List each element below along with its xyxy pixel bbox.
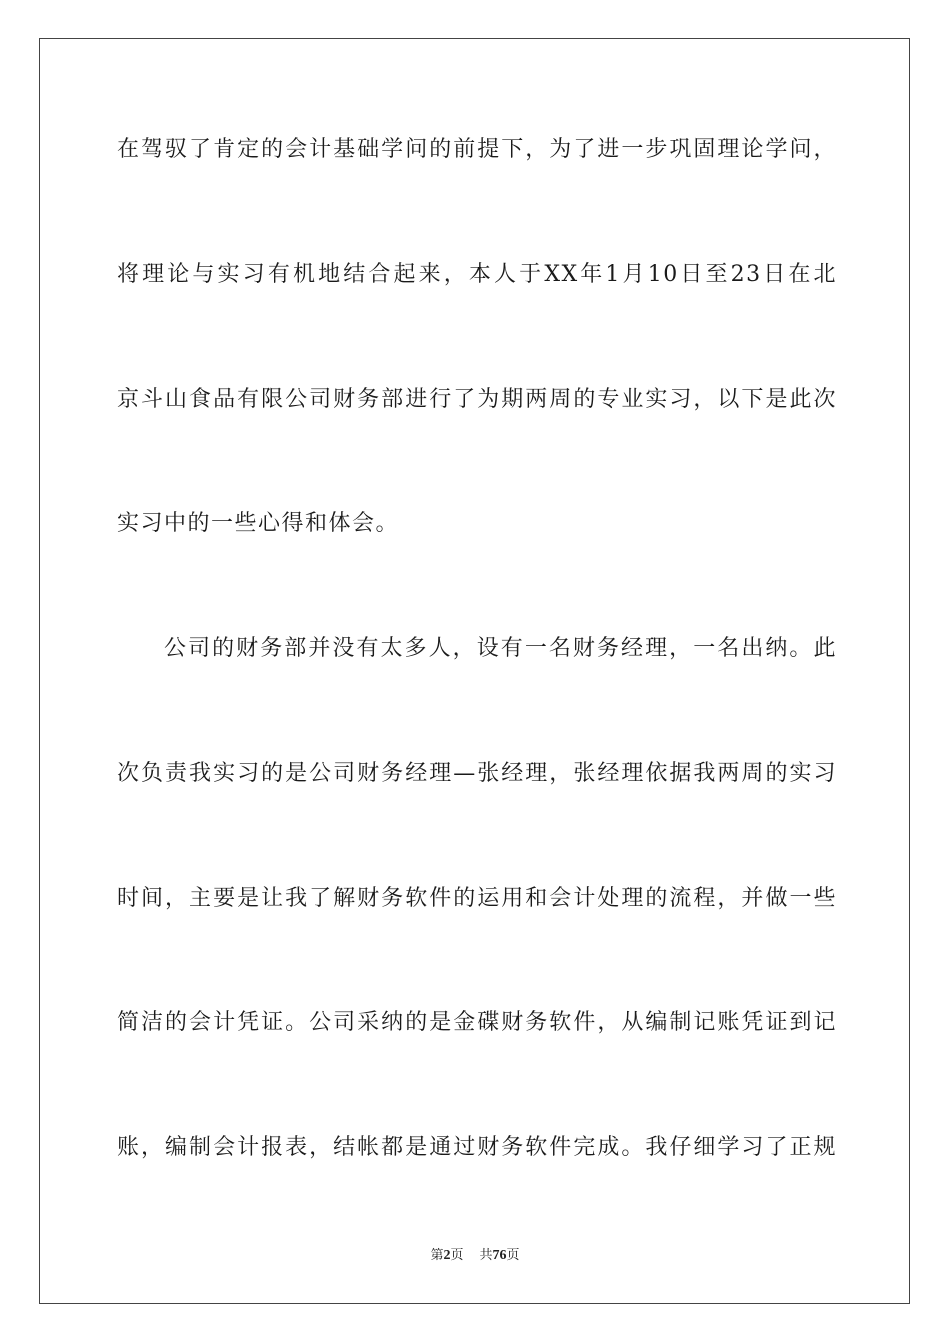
page-label-suffix: 页 bbox=[450, 1248, 464, 1263]
paragraph-line-5: 公司的财务部并没有太多人，设有一名财务经理，一名出纳。此 bbox=[164, 636, 837, 661]
paragraph-line-4: 实习中的一些心得和体会。 bbox=[117, 511, 400, 536]
page-label-prefix: 第 bbox=[430, 1248, 444, 1263]
total-pages: 76 bbox=[492, 1248, 507, 1263]
paragraph-line-2: 将理论与实习有机地结合起来，本人于XX年1月10日至23日在北 bbox=[117, 262, 837, 287]
paragraph-line-1: 在驾驭了肯定的会计基础学问的前提下，为了进一步巩固理论学问， bbox=[117, 137, 837, 162]
total-label-prefix: 共 bbox=[479, 1248, 493, 1263]
paragraph-line-3: 京斗山食品有限公司财务部进行了为期两周的专业实习，以下是此次 bbox=[117, 387, 837, 412]
page-footer bbox=[0, 1246, 950, 1266]
page-number: 2 bbox=[443, 1248, 451, 1263]
paragraph-line-7: 时间，主要是让我了解财务软件的运用和会计处理的流程，并做一些 bbox=[117, 886, 837, 911]
total-label-suffix: 页 bbox=[506, 1248, 520, 1263]
paragraph-line-6: 次负责我实习的是公司财务经理—张经理，张经理依据我两周的实习 bbox=[117, 761, 837, 786]
page-border bbox=[39, 38, 910, 1304]
paragraph-line-9: 账，编制会计报表，结帐都是通过财务软件完成。我仔细学习了正规 bbox=[117, 1135, 837, 1160]
paragraph-line-8: 简洁的会计凭证。公司采纳的是金碟财务软件，从编制记账凭证到记 bbox=[117, 1010, 837, 1035]
